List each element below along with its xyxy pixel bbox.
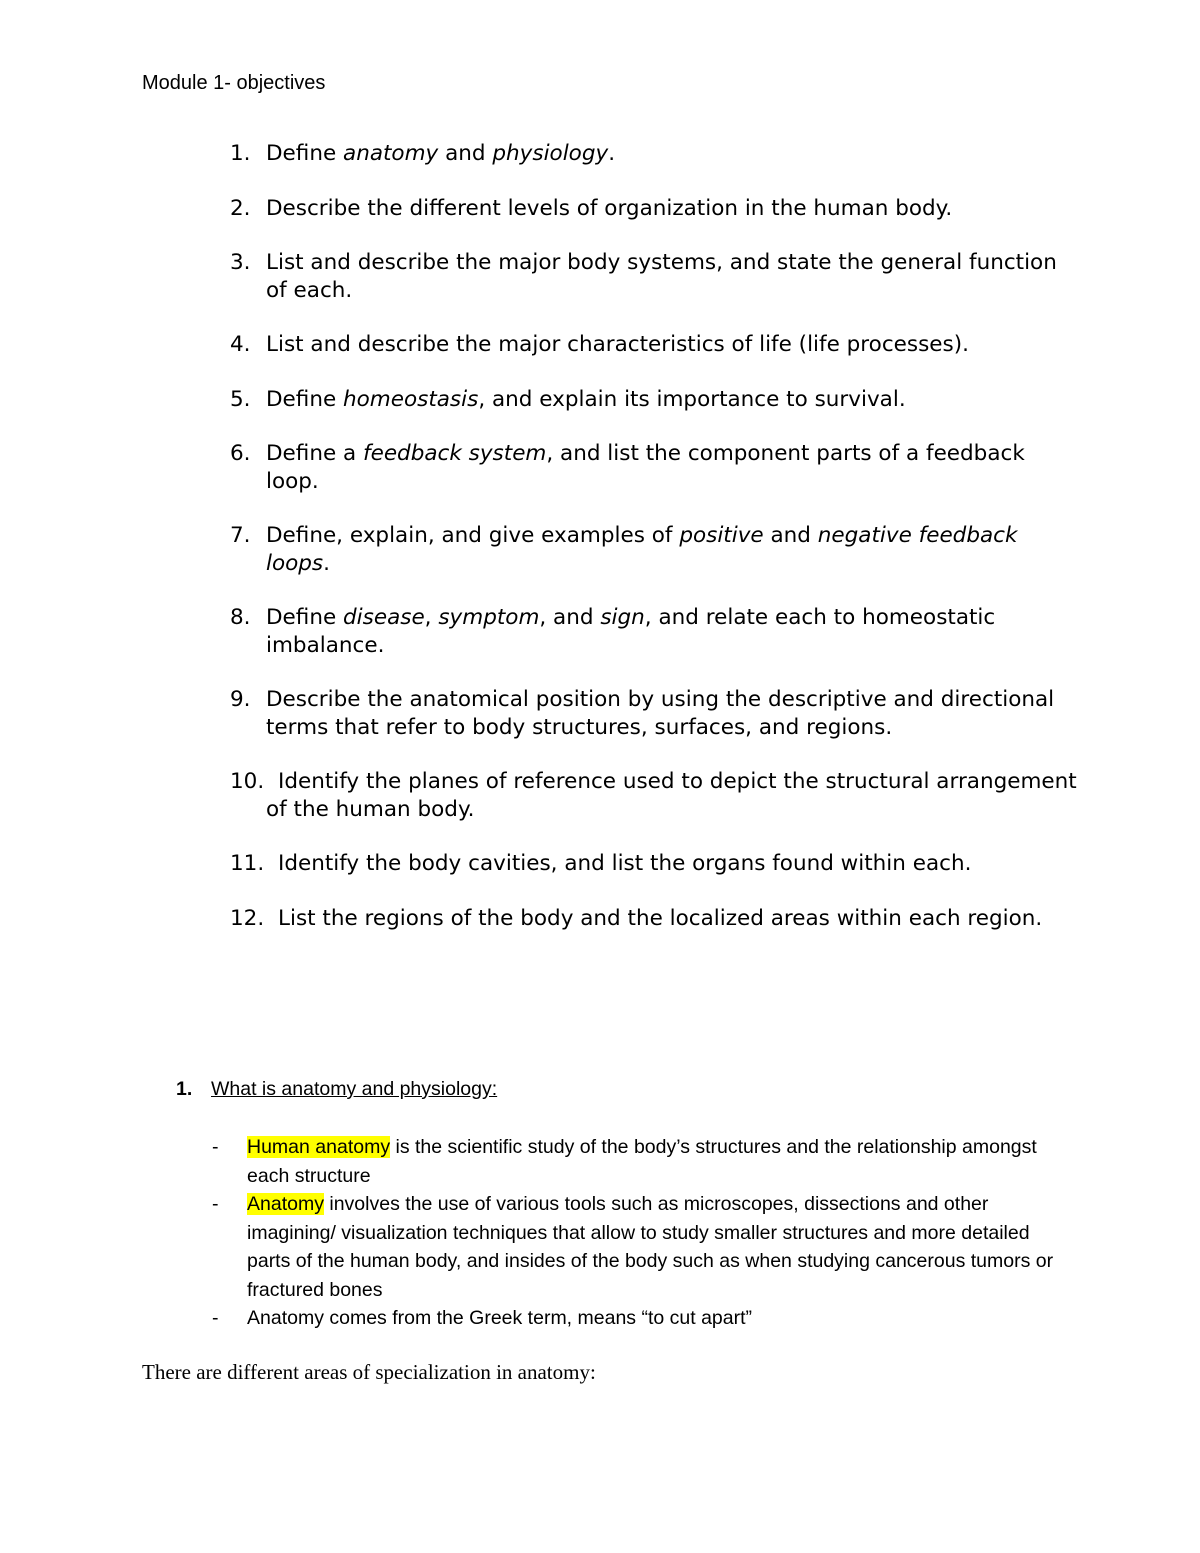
list-item bbox=[212, 1304, 1062, 1333]
objective-text: List and describe the major characteristics of life (life processes). bbox=[266, 332, 969, 357]
list-item bbox=[212, 1190, 1062, 1304]
highlighted-term: Anatomy bbox=[247, 1193, 324, 1215]
highlighted-term: Human anatomy bbox=[247, 1136, 391, 1158]
definition-list bbox=[212, 1133, 1062, 1333]
objectives-list bbox=[230, 140, 1080, 959]
objective-number: 9. bbox=[230, 687, 251, 712]
bullet-text: Human anatomy is the scientific study of the body’s structures and the relationship amongst each structure bbox=[247, 1136, 1037, 1187]
bullet-dash: - bbox=[212, 1307, 219, 1329]
page-title: Module 1- objectives bbox=[142, 72, 326, 94]
objective-text: Define, explain, and give examples of positive and negative feedback loops. bbox=[266, 523, 1018, 576]
objective-item bbox=[230, 331, 1080, 359]
objective-item bbox=[230, 850, 1080, 878]
section-title: What is anatomy and physiology: bbox=[211, 1078, 498, 1100]
objective-item bbox=[230, 195, 1080, 223]
objective-text: Describe the anatomical position by using the descriptive and directional terms that refer to body structures, surfaces, and regions. bbox=[266, 687, 1055, 740]
objective-text: List the regions of the body and the localized areas within each region. bbox=[278, 905, 1043, 931]
objective-text: Define a feedback system, and list the component parts of a feedback loop. bbox=[266, 441, 1025, 494]
bullet-dash: - bbox=[212, 1193, 219, 1215]
closing-paragraph: There are different areas of specialization in anatomy: bbox=[142, 1360, 596, 1384]
objective-number: 8. bbox=[230, 605, 251, 630]
bullet-text: Anatomy involves the use of various tools such as microscopes, dissections and other imagining/ visualization techniques that allow to study smaller structures and more detailed parts of the human body, and insides of the body such as when studying cancerous tumors or fractured bones bbox=[247, 1193, 1054, 1301]
list-item bbox=[212, 1133, 1062, 1190]
bullet-dash: - bbox=[212, 1136, 219, 1158]
objective-number: 2. bbox=[230, 195, 251, 221]
objective-item bbox=[230, 249, 1080, 304]
objective-item bbox=[230, 140, 1080, 168]
section-heading bbox=[176, 1078, 497, 1101]
objective-item bbox=[230, 522, 1080, 577]
bullet-text: Anatomy comes from the Greek term, means “to cut apart” bbox=[247, 1307, 753, 1329]
objective-item bbox=[230, 768, 1080, 823]
objective-text: Identify the body cavities, and list the organs found within each. bbox=[278, 851, 972, 876]
objective-text: List and describe the major body systems, and state the general function of each. bbox=[266, 250, 1057, 303]
objective-item bbox=[230, 440, 1080, 495]
objective-text: Identify the planes of reference used to depict the structural arrangement of the human body. bbox=[266, 769, 1077, 822]
objective-item bbox=[230, 686, 1080, 741]
section-number: 1. bbox=[176, 1078, 193, 1100]
objective-number: 6. bbox=[230, 441, 251, 466]
objective-text: Define homeostasis, and explain its importance to survival. bbox=[266, 386, 906, 412]
objective-item bbox=[230, 604, 1080, 659]
objective-number: 7. bbox=[230, 523, 251, 548]
objective-number: 1. bbox=[230, 141, 251, 166]
objective-number: 4. bbox=[230, 332, 251, 357]
objective-number: 5. bbox=[230, 386, 251, 412]
objective-text: Define disease, symptom, and sign, and relate each to homeostatic imbalance. bbox=[266, 605, 996, 658]
objective-text: Describe the different levels of organization in the human body. bbox=[266, 195, 953, 221]
objective-text: Define anatomy and physiology. bbox=[266, 141, 616, 166]
objective-number: 12. bbox=[230, 905, 265, 931]
objective-number: 3. bbox=[230, 250, 251, 275]
objective-item bbox=[230, 905, 1080, 933]
objective-number: 11. bbox=[230, 851, 265, 876]
objective-item bbox=[230, 386, 1080, 414]
objective-number: 10. bbox=[230, 769, 265, 794]
